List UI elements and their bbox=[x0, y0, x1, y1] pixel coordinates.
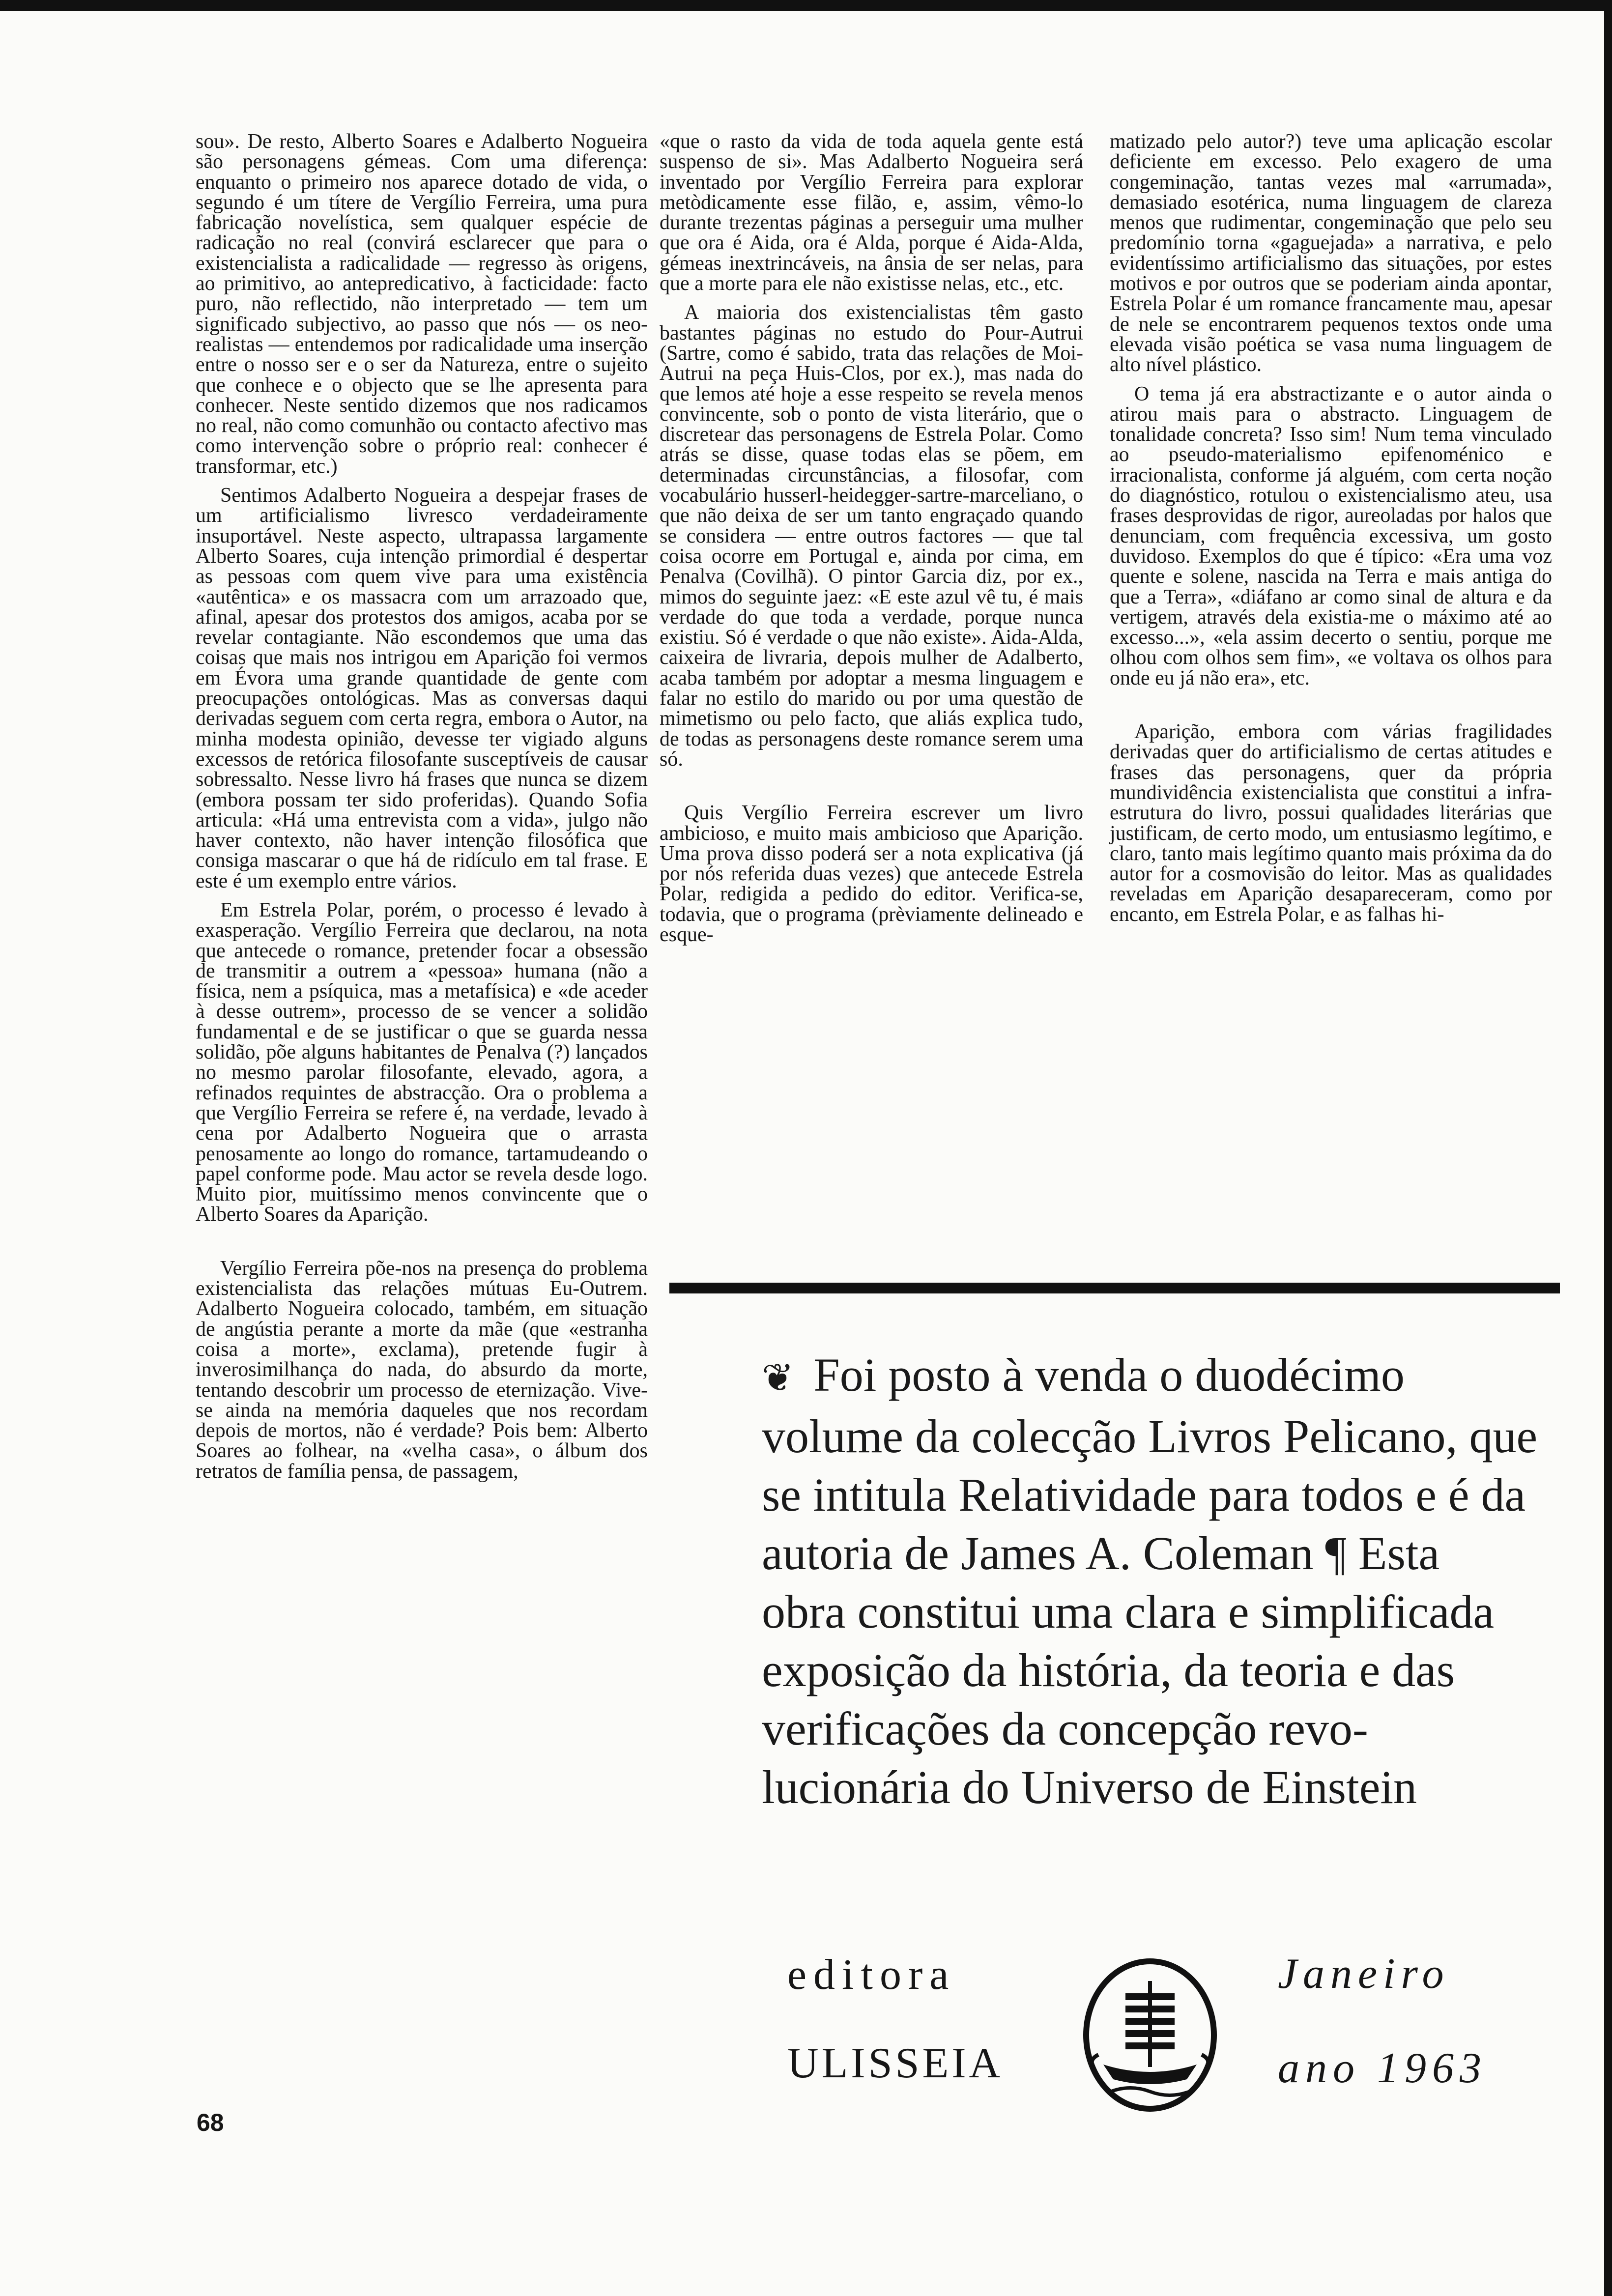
paragraph: Sentimos Adalberto Nogueira a despejar frases de um artificialismo livresco verdadeiramente insuportável. Neste aspecto, ultrapassa largamente Alberto Soares, cuja intenção primordial é despertar as pessoas com quem vive para uma existência «autêntica» e os massacra com um arrazoado que, afinal, apesar dos protestos dos amigos, acaba por se revelar contagiante. Não escondemos que uma das coisas que mais nos intrigou em Aparição foi vermos em Évora uma grande quantidade de gente com preocupações ontológicas. Mas as conversas daqui derivadas seguem com certa regra, embora o Autor, na minha modesta opinião, devesse ter vigiado alguns excessos de retórica filosofante susceptíveis de causar sobressalto. Nesse livro há frases que nunca se dizem (embora possam ter sido proferidas). Quando Sofia articula: «Há uma entrevista com a vida», julgo não haver contexto, não haver intenção filosófica que consiga mascarar o que há de ridículo em tal frase. E este é um exemplo entre vários. bbox=[196, 484, 648, 892]
ad-line: lucionária do Universo de Einstein bbox=[762, 1761, 1417, 1813]
left-column bbox=[196, 132, 648, 1491]
paragraph: «que o rasto da vida de toda aquela gente está suspenso de si». Mas Adalberto Nogueira será inventado por Vergílio Ferreira para explorar metòdicamente esse filão, e, assim, vêmo-lo durante trezentas páginas a perseguir uma mulher que ora é Aida, ora é Alda, porque é Aida-Alda, gémeas inextrincáveis, na ânsia de ser nelas, para que a morte para ele não existisse nelas, etc., etc. bbox=[660, 130, 1083, 295]
page-number: 68 bbox=[197, 2109, 224, 2136]
paragraph: matizado pelo autor?) teve uma aplicação escolar deficiente em excesso. Pelo exagero de uma congeminação, tantas vezes mal «arrumada», demasiado esotérica, numa linguagem de clareza menos que rudimentar, congeminação que pelo seu predomínio torna «gaguejada» a narrativa, e pelo evidentíssimo artificialismo das situações, por estes motivos e por outros que se poderiam ainda apontar, Estrela Polar é um romance francamente mau, apesar de nele se encontrarem pequenos textos onde uma elevada visão poética se vasa numa linguagem de alto nível plástico. bbox=[1110, 130, 1552, 376]
ad-line: obra constitui uma clara e simplificada bbox=[762, 1585, 1495, 1638]
paragraph: O tema já era abstractizante e o autor ainda o atirou mais para o abstracto. Linguagem de tonalidade concreta? Isso sim! Num tema vinculado ao pseudo-materialismo epifenoménico e irracionalista, conforme já alguém, com certa noção do diagnóstico, rotulou o existencialismo ateu, usa frases desprovidas de rigor, aureoladas por halos que denunciam, com frequência excessiva, um gosto duvidoso. Exemplos do que é típico: «Era uma voz quente e solene, nascida na Terra e mais antiga do que a Terra», «diáfano ar como sinal de altura e da vertigem, através dela existia-me o máximo até ao excesso...», «ela assim decerto o sentiu, porque me olhou com olhos sem fim», «e voltava os olhos para onde eu já não era», etc. bbox=[1110, 382, 1552, 689]
paragraph: sou». De resto, Alberto Soares e Adalberto Nogueira são personagens gémeas. Com uma diferença: enquanto o primeiro nos aparece dotado de vida, o segundo é um títere de Vergílio Ferreira, uma pura fabricação novelística, sem qualquer espécie de radicação no real (convirá esclarecer que para o existencialista a radicalidade — regresso às origens, ao primitivo, ao antepredicativo, à facticidade: facto puro, não reflectido, não interpretado — tem um significado subjectivo, ao passo que nós — os neo-realistas — entendemos por radicalidade uma inserção entre o nosso ser e o ser da Natureza, entre o sujeito que conhece e o objecto que se lhe apresenta para conhecer. Neste sentido dizemos que nos radicamos no real, não como comunhão ou contacto afectivo mas como intervenção sobre o próprio real: conhecer é transformar, etc.) bbox=[196, 130, 648, 478]
fleuron-icon: ❦ bbox=[762, 1356, 794, 1399]
ship-emblem-icon bbox=[1076, 1954, 1224, 2116]
paragraph: Aparição, embora com várias fragilidades derivadas quer do artificialismo de certas atitudes e frases das personagens, quer da própria mundividência existencialista que constitui a infra-estrutura do livro, possui qualidades literárias que justificam, de certo modo, um entusiasmo legítimo, e claro, tanto mais legítimo quanto mais próxima da do autor for a cosmovisão do leitor. Mas as qualidades reveladas em Aparição desapareceram, como por encanto, em Estrela Polar, e as falhas hi- bbox=[1110, 720, 1552, 926]
ad-line: ❦ Foi posto à venda o duodécimo bbox=[762, 1349, 1405, 1401]
publisher-name: ULISSEIA bbox=[787, 2039, 1004, 2087]
paragraph: Quis Vergílio Ferreira escrever um livro ambicioso, e muito mais ambicioso que Aparição. Uma prova disso poderá ser a nota explicativa (já por nós referida duas vezes) que antecede Estrela Polar, redigida a pedido do editor. Verifica-se, todavia, que o programa (prèviamente delineado e esque- bbox=[660, 802, 1083, 946]
publisher-label: editora bbox=[787, 1951, 956, 1999]
advertisement-text bbox=[762, 1346, 1548, 1816]
ad-line: volume da colecção Livros Pelicano, que bbox=[762, 1410, 1538, 1463]
ad-line: autoria de James A. Coleman ¶ Esta bbox=[762, 1527, 1440, 1579]
ad-line: exposição da história, da teoria e das bbox=[762, 1644, 1455, 1696]
publication-year: ano 1963 bbox=[1278, 2044, 1487, 2092]
right-column bbox=[1110, 132, 1552, 934]
page-top-border bbox=[0, 0, 1612, 11]
paragraph: Em Estrela Polar, porém, o processo é levado à exasperação. Vergílio Ferreira que declarou, na nota que antecede o romance, pretender focar a obsessão de transmitir a outrem a «pessoa» humana (não a física, nem a psíquica, mas a metafísica) e «de aceder à desse outrem», processo de se vencer a solidão fundamental e de se justificar o que se guarda nessa solidão, põe alguns habitantes de Penalva (?) lançados no mesmo parolar filosofante, elevado, agora, a refinados requintes de abstracção. Ora o problema a que Vergílio Ferreira se refere é, na verdade, levado à cena por Adalberto Nogueira que o arrasta penosamente ao longo do romance, tartamudeando o papel conforme pode. Mau actor se revela desde logo. Muito pior, muitíssimo menos convincente que o Alberto Soares da Aparição. bbox=[196, 898, 648, 1226]
ad-line: se intitula Relatividade para todos e é da bbox=[762, 1468, 1526, 1521]
middle-column bbox=[660, 132, 1083, 954]
advertisement-divider bbox=[669, 1283, 1560, 1293]
ad-line: verificações da concepção revo- bbox=[762, 1702, 1368, 1755]
page-right-border bbox=[1604, 0, 1612, 2296]
publication-month: Janeiro bbox=[1278, 1950, 1450, 1998]
paragraph: Vergílio Ferreira põe-nos na presença do problema existencialista das relações mútuas Eu-Outrem. Adalberto Nogueira colocado, também, em situação de angústia perante a morte da mãe (que «estranha coisa a morte», exclama), pretende fugir à inverosimilhança do nada, do absurdo da morte, tentando descobrir um processo de eternização. Vive-se ainda na memória daqueles que nos recordam depois de mortos, não é verdade? Pois bem: Alberto Soares ao folhear, na «velha casa», o álbum dos retratos de família pensa, de passagem, bbox=[196, 1257, 648, 1483]
paragraph: A maioria dos existencialistas têm gasto bastantes páginas no estudo do Pour-Autrui (Sartre, como é sabido, trata das relações de Moi-Autrui na peça Huis-Clos, por ex.), mas nada do que lemos até hoje a esse respeito se revela menos convincente, sob o ponto de vista literário, que o discretear das personagens de Estrela Polar. Como atrás se disse, quase todas elas se põem, em determinadas circunstâncias, a filosofar, com vocabulário husserl-heidegger-sartre-marceliano, o que não deixa de ser um tanto engraçado quando se considera — entre outros factores — que tal coisa ocorre em Portugal e, ainda por cima, em Penalva (Covilhã). O pintor Garcia diz, por ex., mimos do seguinte jaez: «E este azul vê tu, é mais verdade do que toda a verdade, porque nunca existiu. Só é verdade o que não existe». Aida-Alda, caixeira de livraria, depois mulher de Adalberto, acaba também por adoptar a mesma linguagem e falar no estilo do marido ou por uma questão de mimetismo ou pelo facto, que aliás explica tudo, de todas as personagens deste romance serem uma só. bbox=[660, 301, 1083, 771]
